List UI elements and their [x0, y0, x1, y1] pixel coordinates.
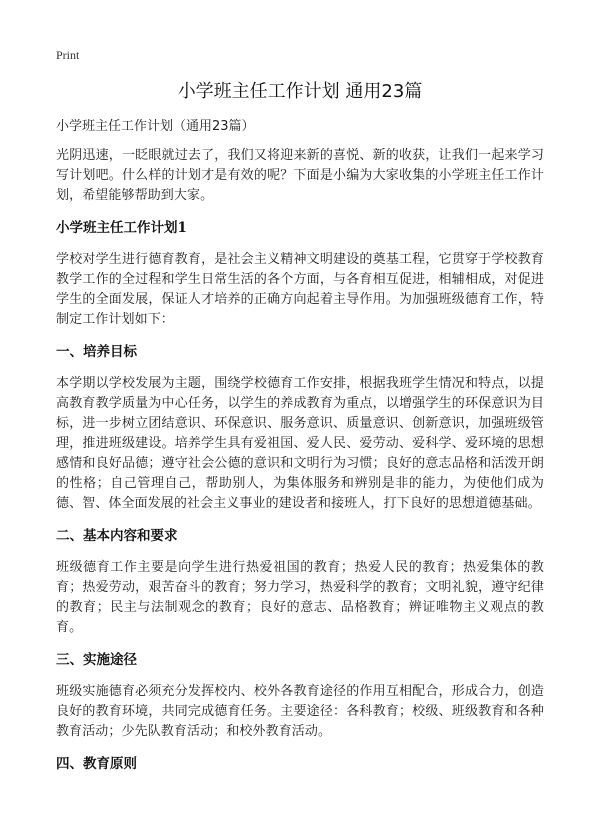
section-paragraph-goals: 本学期以学校发展为主题，围绕学校德育工作安排，根据我班学生情况和特点，以提高教育教学质量为中心任务，以学生的养成教育为重点，以增强学生的环保意识为目标，进一步树立团结意识、环保意识、服务意识、质量意识、创新意识，加强班级管理，推进班级建设。培养学生具有爱祖国、爱人民、爱劳动、爱科学、爱环境的思想感情和良好品德；遵守社会公德的意识和文明行为习惯；良好的意志品格和活泼开朗的性格；自己管理自己，帮助别人，为集体服务和辨别是非的能力，为使他们成为德、智、体全面发展的社会主义事业的建设者和接班人，打下良好的思想道德基础。 [56, 376, 544, 511]
document-subtitle: 小学班主任工作计划（通用23篇） [56, 119, 255, 134]
section-heading-goals: 一、培养目标 [56, 344, 137, 360]
section-paragraph-implementation: 班级实施德育必须充分发挥校内、校外各教育途径的作用互相配合，形成合力，创造良好的教育环境，共同完成德育任务。主要途径：各科教育；校级、班级教育和各种教育活动；少先队教育活动；和校外教育活动。 [56, 684, 544, 739]
section-heading-content-requirements: 二、基本内容和要求 [56, 528, 178, 544]
intro-paragraph: 光阴迅速，一眨眼就过去了，我们又将迎来新的喜悦、新的收获，让我们一起来学习写计划吧。什么样的计划才是有效的呢？下面是小编为大家收集的小学班主任工作计划，希望能够帮助到大家。 [56, 148, 544, 203]
print-link[interactable]: Print [56, 48, 80, 62]
document-title: 小学班主任工作计划 通用23篇 [177, 81, 423, 102]
section-heading-principles: 四、教育原则 [56, 756, 137, 772]
section-paragraph-plan-1: 学校对学生进行德育教育，是社会主义精神文明建设的奠基工程，它贯穿于学校教育教学工作的全过程和学生日常生活的各个方面，与各育相互促进，相辅相成，对促进学生的全面发展，保证人才培养的正确方向起着主导作用。为加强班级德育工作，特制定工作计划如下： [56, 252, 544, 327]
section-heading-plan-1: 小学班主任工作计划1 [56, 220, 187, 236]
document-body [56, 117, 544, 786]
section-paragraph-content-requirements: 班级德育工作主要是向学生进行热爱祖国的教育；热爱人民的教育；热爱集体的教育；热爱劳动，艰苦奋斗的教育；努力学习，热爱科学的教育；文明礼貌，遵守纪律的教育；民主与法制观念的教育；良好的意志、品格教育；辨证唯物主义观点的教育。 [56, 560, 544, 635]
section-heading-implementation: 三、实施途径 [56, 652, 137, 668]
